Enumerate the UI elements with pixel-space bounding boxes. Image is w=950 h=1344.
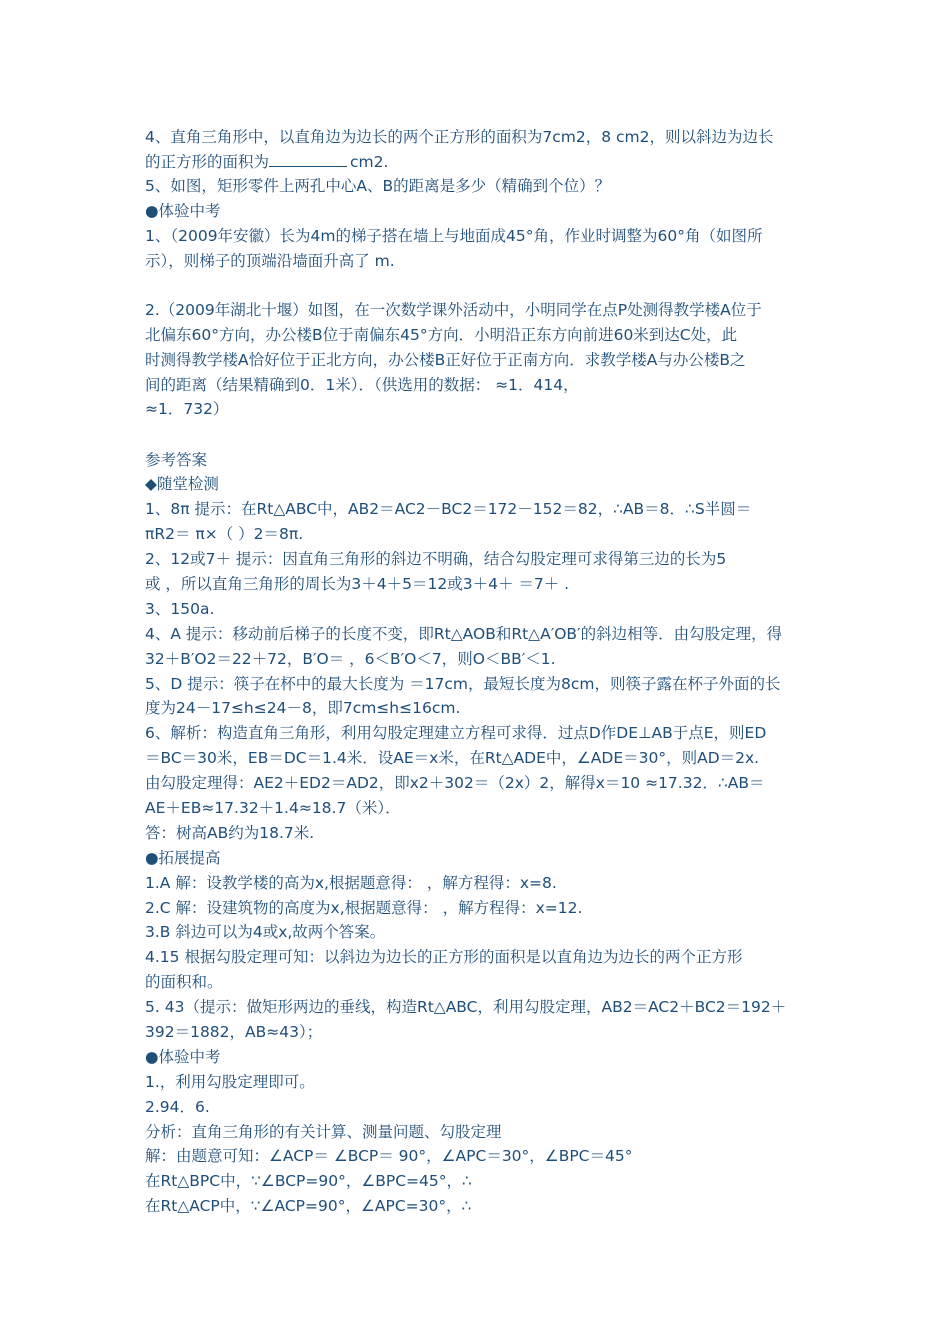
- text-line: 5、如图，矩形零件上两孔中心A、B的距离是多少（精确到个位）？: [145, 177, 611, 195]
- section-heading: ●体验中考: [145, 202, 221, 220]
- text-line: 北偏东60°方向，办公楼B位于南偏东45°方向．小明沿正东方向前进60米到达C处，此: [145, 326, 738, 344]
- text-line: 5、D 提示：筷子在杯中的最大长度为 ＝17cm，最短长度为8cm，则筷子露在杯子外面的长: [145, 675, 781, 693]
- answer-blank: [269, 152, 347, 167]
- section-heading: ●体验中考: [145, 1048, 221, 1066]
- text-line: 在Rt△BPC中，∵∠BCP=90°，∠BPC=45°，∴: [145, 1172, 472, 1190]
- text-line: 1、（2009年安徽）长为4m的梯子搭在墙上与地面成45°角，作业时调整为60°角（如图所: [145, 227, 763, 245]
- text-line: 间的距离（结果精确到0．1米）．（供选用的数据： ≈1．414，: [145, 376, 579, 394]
- text-line: 1、8π 提示：在Rt△ABC中，AB2＝AC2－BC2＝172－152＝82，∴AB＝8．∴S半圆＝: [145, 500, 752, 518]
- text-line: 2.94．6.: [145, 1098, 210, 1116]
- text-line: 1.，利用勾股定理即可。: [145, 1073, 315, 1091]
- text-line: 时测得教学楼A恰好位于正北方向，办公楼B正好位于正南方向．求教学楼A与办公楼B之: [145, 351, 746, 369]
- text-line: 5. 43（提示：做矩形两边的垂线，构造Rt△ABC，利用勾股定理，AB2＝AC2＋BC2＝192＋: [145, 998, 787, 1016]
- text-line: 解：由题意可知：∠ACP＝ ∠BCP＝ 90°，∠APC＝30°，∠BPC＝45°: [145, 1147, 633, 1165]
- text-line: [145, 152, 815, 172]
- text-line: 3、150a.: [145, 600, 215, 618]
- text-line: 6、解析：构造直角三角形，利用勾股定理建立方程可求得．过点D作DE⊥AB于点E，则ED: [145, 724, 767, 742]
- text-line: ≈1．732）: [145, 400, 229, 418]
- text-line: 2.C 解：设建筑物的高度为x,根据题意得： ，解方程得：x=12.: [145, 899, 583, 917]
- text-line: 3.B 斜边可以为4或x,故两个答案。: [145, 923, 386, 941]
- text-line: 的面积和。: [145, 973, 223, 991]
- text-line: 在Rt△ACP中，∵∠ACP=90°，∠APC=30°，∴: [145, 1197, 472, 1215]
- text-span: 的正方形的面积为: [145, 153, 270, 171]
- text-line: 32＋B′O2＝22＋72，B′O＝ ，6＜B′O＜7，则O＜BB′＜1.: [145, 650, 556, 668]
- text-line: 答：树高AB约为18.7米.: [145, 824, 315, 842]
- text-line: 由勾股定理得：AE2＋ED2＝AD2，即x2＋302＝（2x）2，解得x＝10 ≈17.32．∴AB＝: [145, 774, 765, 792]
- section-heading: 参考答案: [145, 451, 208, 469]
- section-heading: ●拓展提高: [145, 849, 221, 867]
- text-line: 4.15 根据勾股定理可知：以斜边为边长的正方形的面积是以直角边为边长的两个正方形: [145, 948, 743, 966]
- text-line: 度为24－17≤h≤24－8，即7cm≤h≤16cm.: [145, 699, 461, 717]
- text-line: 2、12或7＋ 提示：因直角三角形的斜边不明确，结合勾股定理可求得第三边的长为5: [145, 550, 727, 568]
- text-line: 分析：直角三角形的有关计算、测量问题、勾股定理: [145, 1123, 502, 1141]
- text-line: 1.A 解：设教学楼的高为x,根据题意得： ，解方程得：x=8.: [145, 874, 557, 892]
- text-line: 4、直角三角形中，以直角边为边长的两个正方形的面积为7cm2，8 cm2，则以斜边为边长: [145, 128, 774, 146]
- section-heading: ◆随堂检测: [145, 475, 219, 493]
- text-line: 示），则梯子的顶端沿墙面升高了 m.: [145, 252, 395, 270]
- text-line: AE＋EB≈17.32＋1.4≈18.7（米）．: [145, 799, 401, 817]
- text-line: 2.（2009年湖北十堰）如图，在一次数学课外活动中，小明同学在点P处测得教学楼A位于: [145, 301, 762, 319]
- text-line: ＝BC＝30米，EB＝DC＝1.4米．设AE＝x米，在Rt△ADE中，∠ADE＝30°，则AD＝2x.: [145, 749, 760, 767]
- text-line: 或 ，所以直角三角形的周长为3＋4＋5＝12或3＋4＋ ＝7＋ .: [145, 575, 570, 593]
- text-span: cm2.: [350, 153, 389, 171]
- text-line: 4、A 提示：移动前后梯子的长度不变，即Rt△AOB和Rt△A′OB′的斜边相等．由勾股定理，得: [145, 625, 783, 643]
- text-line: 392＝1882，AB≈43）；: [145, 1023, 323, 1041]
- text-line: πR2＝ π×（ ）2＝8π.: [145, 525, 304, 543]
